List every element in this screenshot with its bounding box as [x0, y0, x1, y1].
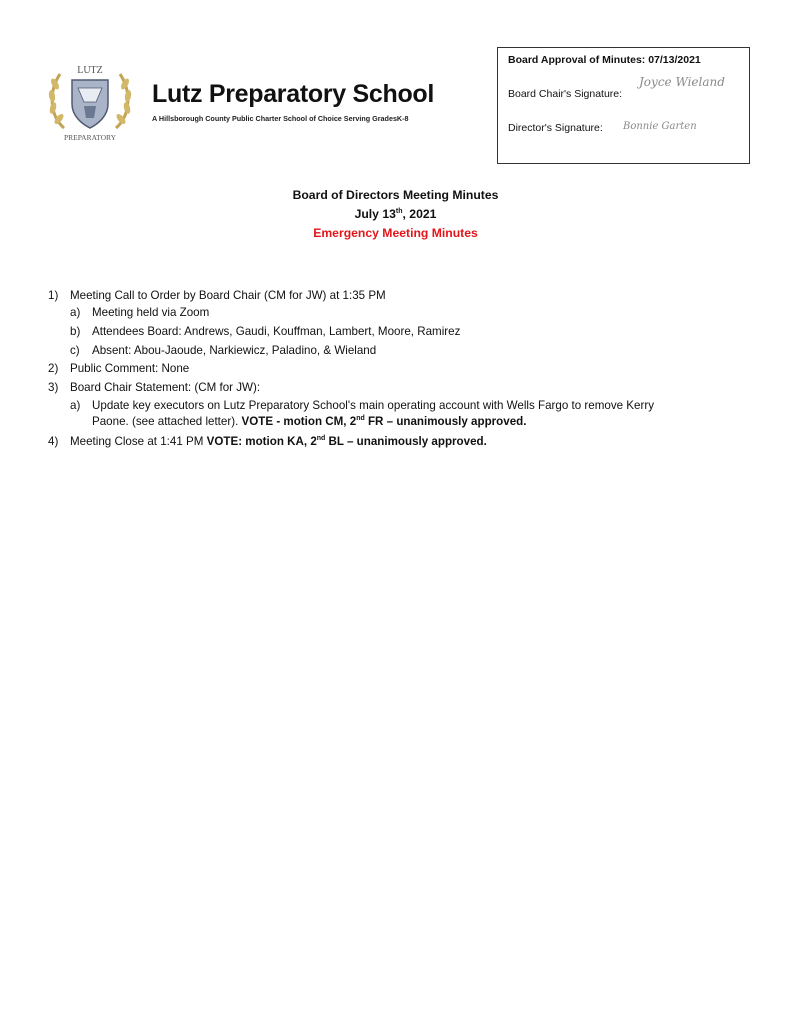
agenda-number: 4) [48, 435, 59, 448]
svg-text:LUTZ: LUTZ [77, 65, 103, 76]
shield-icon [72, 80, 108, 128]
agenda-sub-item-continued: Paone. (see attached letter). VOTE - motion CM, 2nd FR – unanimously approved. [92, 415, 527, 428]
agenda-item-call-to-order: Meeting Call to Order by Board Chair (CM for JW) at 1:35 PM [70, 289, 386, 302]
agenda-sub-item: Attendees Board: Andrews, Gaudi, Kouffman, Lambert, Moore, Ramirez [92, 325, 461, 338]
chair-signature [637, 68, 727, 99]
agenda-sub-letter: c) [70, 344, 80, 357]
meeting-date: July 13th, 2021 [354, 207, 437, 221]
approval-date-label: Board Approval of Minutes: 07/13/2021 [508, 54, 701, 66]
agenda-sub-item: Absent: Abou-Jaoude, Narkiewicz, Paladino, & Wieland [92, 344, 377, 357]
agenda-sub-letter: b) [70, 325, 81, 338]
agenda-item-meeting-close: Meeting Close at 1:41 PM VOTE: motion KA, 2nd BL – unanimously approved. [70, 435, 487, 448]
agenda-number: 1) [48, 289, 59, 302]
chair-signature-label: Board Chair's Signature: [508, 88, 623, 100]
meeting-type: Emergency Meeting Minutes [313, 226, 478, 240]
director-signature [621, 114, 711, 141]
agenda-item-chair-statement: Board Chair Statement: (CM for JW): [70, 381, 261, 394]
svg-text:Joyce Wieland: Joyce Wieland [639, 75, 725, 89]
svg-text:Bonnie Garten: Bonnie Garten [623, 121, 697, 132]
agenda-sub-item: Meeting held via Zoom [92, 306, 210, 319]
agenda-number: 2) [48, 362, 59, 375]
agenda-sub-item: Update key executors on Lutz Preparatory School's main operating account with Wells Fargo to remove Kerry [92, 399, 654, 412]
school-tagline: A Hillsborough County Public Charter School of Choice Serving GradesK-8 [152, 114, 409, 123]
agenda-sub-letter: a) [70, 306, 81, 319]
svg-text:PREPARATORY: PREPARATORY [63, 133, 117, 142]
agenda-item-public-comment: Public Comment: None [70, 362, 190, 375]
agenda-sub-letter: a) [70, 399, 81, 412]
agenda-number: 3) [48, 381, 59, 394]
minutes-header [0, 186, 791, 243]
school-logo [44, 58, 136, 144]
director-signature-label: Director's Signature: [508, 122, 603, 134]
minutes-title: Board of Directors Meeting Minutes [292, 188, 499, 202]
approval-box [497, 47, 750, 164]
school-name: Lutz Preparatory School [152, 80, 435, 108]
